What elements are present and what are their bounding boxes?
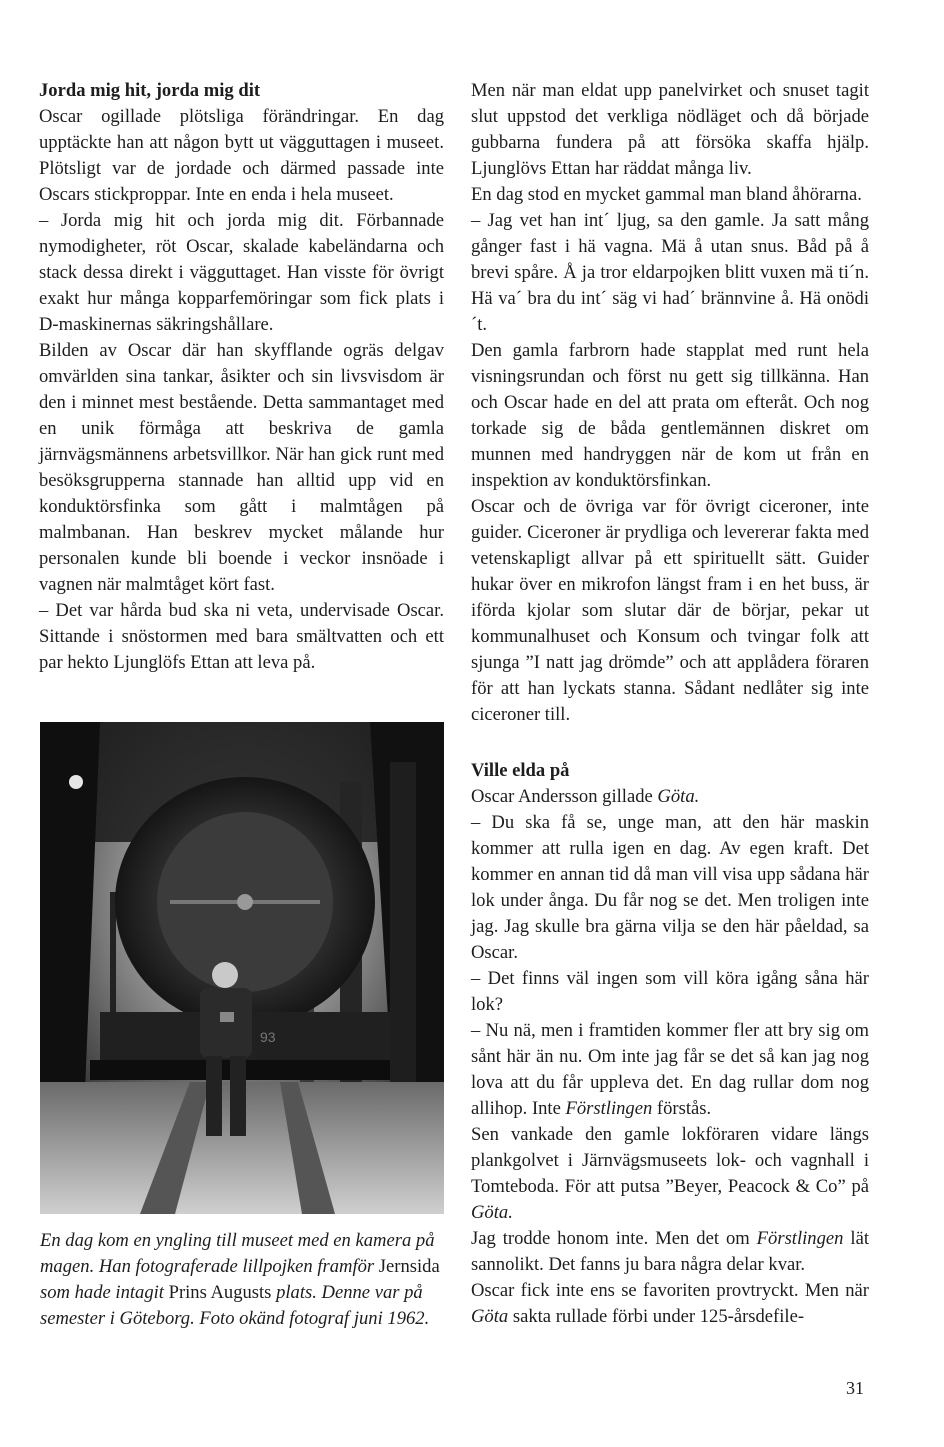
paragraph: En dag stod en mycket gammal man bland åhörarna. xyxy=(471,184,862,205)
paragraph-emphasis: Förstlingen xyxy=(756,1228,844,1249)
paragraph: Den gamla farbrorn hade stapplat med runt hela visningsrundan och först nu gett sig tillkänna. Han och Oscar hade en del att prata om efteråt. Och nog torkade sig de båda gentlemännen diskret om munnen med handryggen när de kom ut från en inspektion av konduktörsfinkan. xyxy=(471,340,869,491)
locomotive-photo-illustration xyxy=(40,722,444,1214)
paragraph: – Det finns väl ingen som vill köra igång såna här lok? xyxy=(471,968,869,1015)
paragraph: – Du ska få se, unge man, att den här maskin kommer att rulla igen en dag. Av egen kraft. Det kommer en annan tid då man vill visa upp sådana här lok under ånga. Du får nog se det. Men troligen inte jag. Jag skulle bra gärna vilja se den här påeldad, sa Oscar. xyxy=(471,812,869,963)
paragraph xyxy=(471,1018,869,1122)
section-heading-jorda: Jorda mig hit, jorda mig dit xyxy=(39,80,261,101)
paragraph: Oscar ogillade plötsliga förändringar. En dag upptäckte han att någon bytt ut vägguttagen i museet. Plötsligt var de jordade och därmed passade inte Oscars stickproppar. Inte en enda i hela museet. xyxy=(39,106,444,205)
locomotive-photo xyxy=(40,722,444,1214)
right-column xyxy=(471,78,869,1330)
paragraph-text: lät sannolikt. Det fanns ju bara några delar kvar. xyxy=(471,1228,869,1275)
locomotive-number: 93 xyxy=(260,1029,276,1045)
paragraph: Oscar och de övriga var för övrigt ciceroner, inte guider. Ciceroner är prydliga och levererar fakta med vetenskapligt allvar på ett spirituellt sätt. Guider hukar över en mikrofon längst fram i en het buss, är iförda kjolar som slutar där de börjar, pekar ut kommunalhuset och Konsum och tvingar folk att sjunga ”I natt jag drömde” och att applådera föraren för att han lyckats stanna. Sådant nedlåter sig inte ciceroner till. xyxy=(471,496,869,725)
caption-text: plats. Denne var på semester i Göteborg. Foto okänd fotograf juni 1962. xyxy=(40,1282,430,1329)
paragraph-text: sakta rullade förbi under 125-årsdefile- xyxy=(508,1306,805,1327)
paragraph: – Det var hårda bud ska ni veta, undervisade Oscar. Sittande i snöstormen med bara smältvatten och ett par hekto Ljunglöfs Ettan att leva på. xyxy=(39,600,444,673)
paragraph-text: Oscar fick inte ens se favoriten provtryckt. Men när xyxy=(471,1280,869,1301)
paragraph-emphasis: Göta. xyxy=(471,1202,513,1223)
paragraph xyxy=(471,1226,869,1278)
paragraph: – Jorda mig hit och jorda mig dit. Förbannade nymodigheter, röt Oscar, skalade kabeländarna och stack dessa direkt i vägguttaget. Han visste för övrigt exakt hur många kopparfemöringar som fick plats i D-maskinernas säkringshållare. xyxy=(39,210,444,335)
paragraph xyxy=(471,1122,869,1226)
left-column xyxy=(39,78,444,676)
paragraph-emphasis: Förstlingen xyxy=(565,1098,653,1119)
section-heading-ville: Ville elda på xyxy=(471,760,570,781)
page-number: 31 xyxy=(846,1378,864,1398)
caption-text: En dag kom en yngling till museet med en kamera på magen. Han fotograferade lillpojken framför xyxy=(40,1230,435,1277)
caption-text: Jernsida xyxy=(378,1256,440,1277)
caption-text: Prins Augusts xyxy=(168,1282,272,1303)
paragraph-text: Jag trodde honom inte. Men det om xyxy=(471,1228,757,1249)
caption-text: som hade intagit xyxy=(40,1282,169,1303)
paragraph: Men när man eldat upp panelvirket och snuset tagit slut uppstod det verkliga nödläget och då började gubbarna fundera på att försöka skaffa hjälp. Ljunglövs Ettan har räddat många liv. xyxy=(471,80,869,179)
photo-caption xyxy=(40,1228,444,1332)
paragraph: Bilden av Oscar där han skyfflande ogräs delgav omvärlden sina tankar, åsikter och sin livsvisdom är den i minnet mest bestående. Detta sammantaget med en unik förmåga att beskriva de gamla järnvägsmännens arbetsvillkor. När han gick runt med besöksgrupperna stannade han alltid upp vid en konduktörsfinka som gått i malmtågen på malmbanan. Han beskrev mycket målande hur personalen kunde bli boende i veckor insnöade i vagnen när malmtåget kört fast. xyxy=(39,340,444,595)
section-gap xyxy=(471,728,869,758)
paragraph-text: Sen vankade den gamle lokföraren vidare längs plankgolvet i Järnvägsmuseets lok- och vagnhall i Tomteboda. För att putsa ”Beyer, Peacock & Co” på xyxy=(471,1124,869,1197)
paragraph-emphasis: Göta xyxy=(471,1306,509,1327)
paragraph: – Jag vet han int´ ljug, sa den gamle. Ja satt mång gånger fast i hä vagna. Mä å utan snus. Båd på å brevi spåre. Å ja tror eldarpojken blitt vuxen mä ti´n. Hä va´ bra du int´ säg vi had´ brännvine å. Hä onödi´t. xyxy=(471,210,869,335)
paragraph-text: Oscar Andersson gillade xyxy=(471,786,658,807)
paragraph xyxy=(471,784,869,810)
paragraph-text: – Nu nä, men i framtiden kommer fler att bry sig om sånt här än nu. Om inte jag får se det så kan jag nog lova att du får uppleva det. En dag rullar dom nog allihop. Inte xyxy=(471,1020,869,1119)
paragraph xyxy=(471,1278,869,1330)
paragraph-text: förstås. xyxy=(652,1098,712,1119)
paragraph-emphasis: Göta. xyxy=(657,786,700,807)
